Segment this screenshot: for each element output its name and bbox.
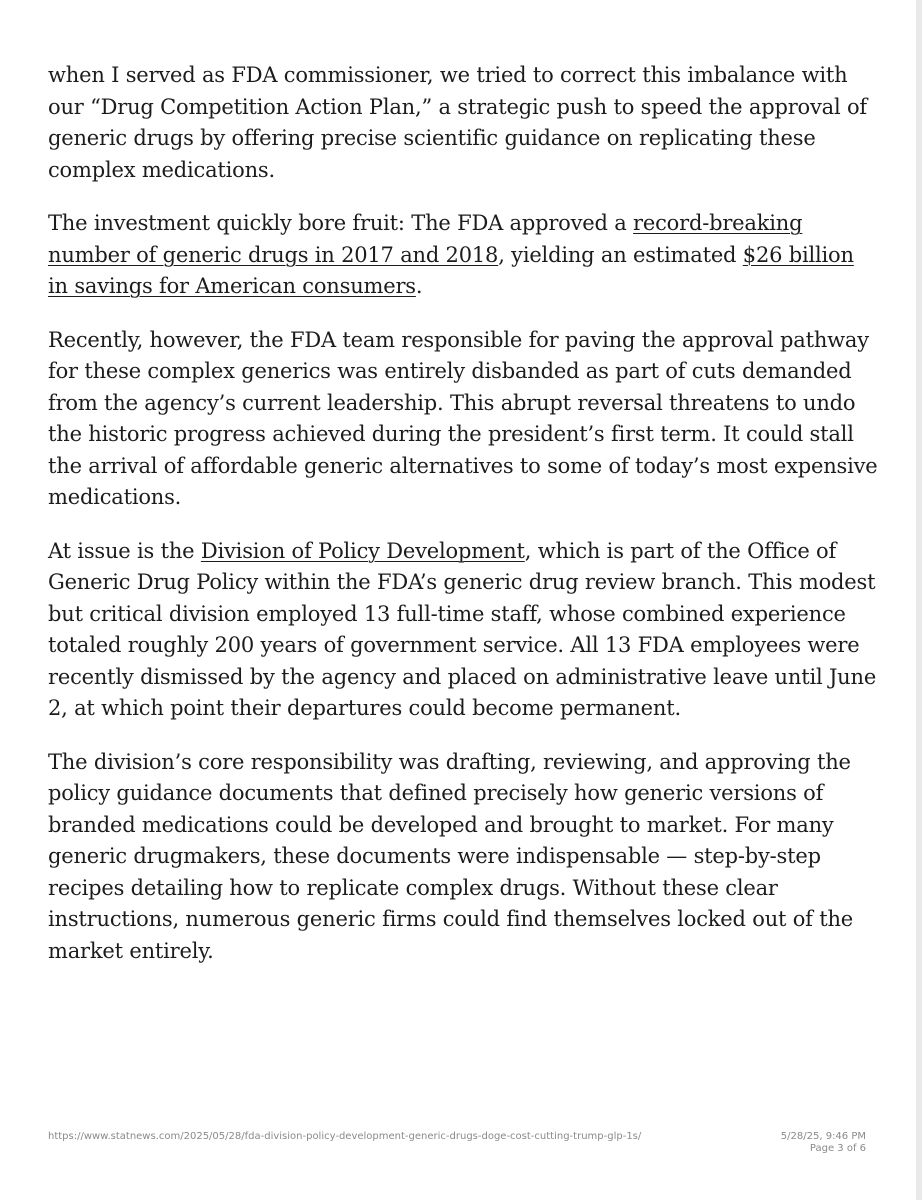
paragraph-4-text-before: At issue is the [48,538,201,563]
footer-page-number: Page 3 of 6 [809,1143,866,1154]
paragraph-2 [48,208,878,303]
paragraph-4 [48,536,878,725]
link-savings-consumers[interactable]: $26 billion in savings for American consumers [48,242,854,298]
footer-url: https://www.statnews.com/2025/05/28/fda-division-policy-development-generic-drugs-doge-cost-cutting-trump-glp-1s/ [48,1131,642,1142]
paragraph-4-text-after: , which is part of the Office of Generic Drug Policy within the FDA’s generic drug review branch. This modest but critical division employed 13 full-time staff, whose combined experience totaled roughly 200 years of government service. All 13 FDA employees were recently dismissed by the agency and placed on administrative leave until June 2, at which point their departures could become permanent. [48,538,877,720]
footer-meta [781,1131,866,1155]
page-edge-shadow [916,0,922,1200]
paragraph-5: The division’s core responsibility was drafting, reviewing, and approving the policy guidance documents that defined precisely how generic versions of branded medications could be developed and brought to market. For many generic drugmakers, these documents were indispensable — step-by-step recipes detailing how to replicate complex drugs. Without these clear instructions, numerous generic firms could find themselves locked out of the market entirely. [48,749,854,963]
link-division-policy-development[interactable]: Division of Policy Development [200,538,525,563]
paragraph-3: Recently, however, the FDA team responsible for paving the approval pathway for these complex generics was entirely disbanded as part of cuts demanded from the agency’s current leadership. This abrupt reversal threatens to undo the historic progress achieved during the president’s first term. It could stall the arrival of affordable generic alternatives to some of today’s most expensive medications. [48,327,878,509]
paragraph-2-text-after: . [415,274,423,298]
footer-datetime: 5/28/25, 9:46 PM [780,1131,866,1142]
article-body [48,60,878,989]
link-record-breaking-generics[interactable]: record-breaking number of generic drugs in 2017 and 2018 [48,211,803,267]
paragraph-1: when I served as FDA commissioner, we tried to correct this imbalance with our “Drug Competition Action Plan,” a strategic push to speed the approval of generic drugs by offering precise scientific guidance on replicating these complex medications. [48,63,867,182]
paragraph-2-text-middle: , yielding an estimated [498,242,743,267]
paragraph-2-text-before: The investment quickly bore fruit: The FDA approved a [48,211,634,235]
